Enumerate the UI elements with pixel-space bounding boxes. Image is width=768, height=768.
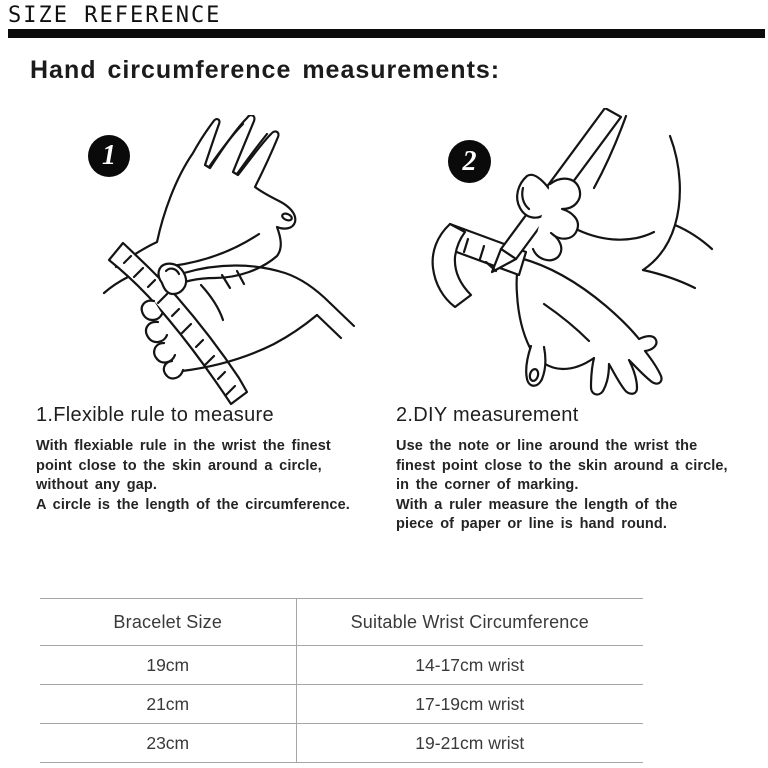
step-2-line-2: finest point close to the skin around a circle, — [396, 457, 728, 474]
step-2-line-3: in the corner of marking. — [396, 477, 579, 493]
step-2-title: 2.DIY measurement — [396, 404, 579, 426]
wrist-circumference-value: 17-19cm wrist — [296, 685, 643, 724]
flexible-rule-illustration — [100, 115, 370, 405]
title-underline-bar — [8, 29, 765, 38]
size-table-header-row — [40, 599, 643, 646]
bracelet-size-value: 19cm — [40, 646, 296, 685]
step-1-badge-number: 1 — [102, 140, 116, 171]
diy-measurement-illustration — [428, 108, 718, 408]
step-1-line-3: without any gap. — [36, 477, 157, 493]
table-row — [40, 646, 643, 685]
writing-hand — [517, 116, 712, 288]
step-1-line-4: A circle is the length of the circumference. — [36, 496, 350, 513]
bracelet-size-value: 23cm — [40, 724, 296, 763]
wrist-circumference-value: 14-17cm wrist — [296, 646, 643, 685]
step-2-line-5: piece of paper or line is hand round. — [396, 516, 667, 532]
wrist-circumference-value: 19-21cm wrist — [296, 724, 643, 763]
step-1-title: 1.Flexible rule to measure — [36, 404, 274, 426]
step-1-line-1: With flexiable rule in the wrist the finest — [36, 438, 331, 454]
table-row — [40, 685, 643, 724]
size-table-header-wrist-circumference: Suitable Wrist Circumference — [296, 599, 643, 646]
table-row — [40, 724, 643, 763]
step-2-description — [396, 437, 728, 535]
size-table — [40, 598, 643, 763]
step-1-description — [36, 437, 350, 515]
step-2-line-4: With a ruler measure the length of the — [396, 496, 678, 513]
size-table-header-bracelet-size: Bracelet Size — [40, 599, 296, 646]
bracelet-size-value: 21cm — [40, 685, 296, 724]
measured-hand — [517, 258, 662, 394]
step-2-line-1: Use the note or line around the wrist the — [396, 438, 698, 454]
page-title: SIZE REFERENCE — [8, 3, 222, 28]
step-2-badge-number: 2 — [462, 145, 477, 177]
step-1-line-2: point close to the skin around a circle, — [36, 457, 322, 474]
section-heading: Hand circumference measurements: — [30, 56, 501, 84]
